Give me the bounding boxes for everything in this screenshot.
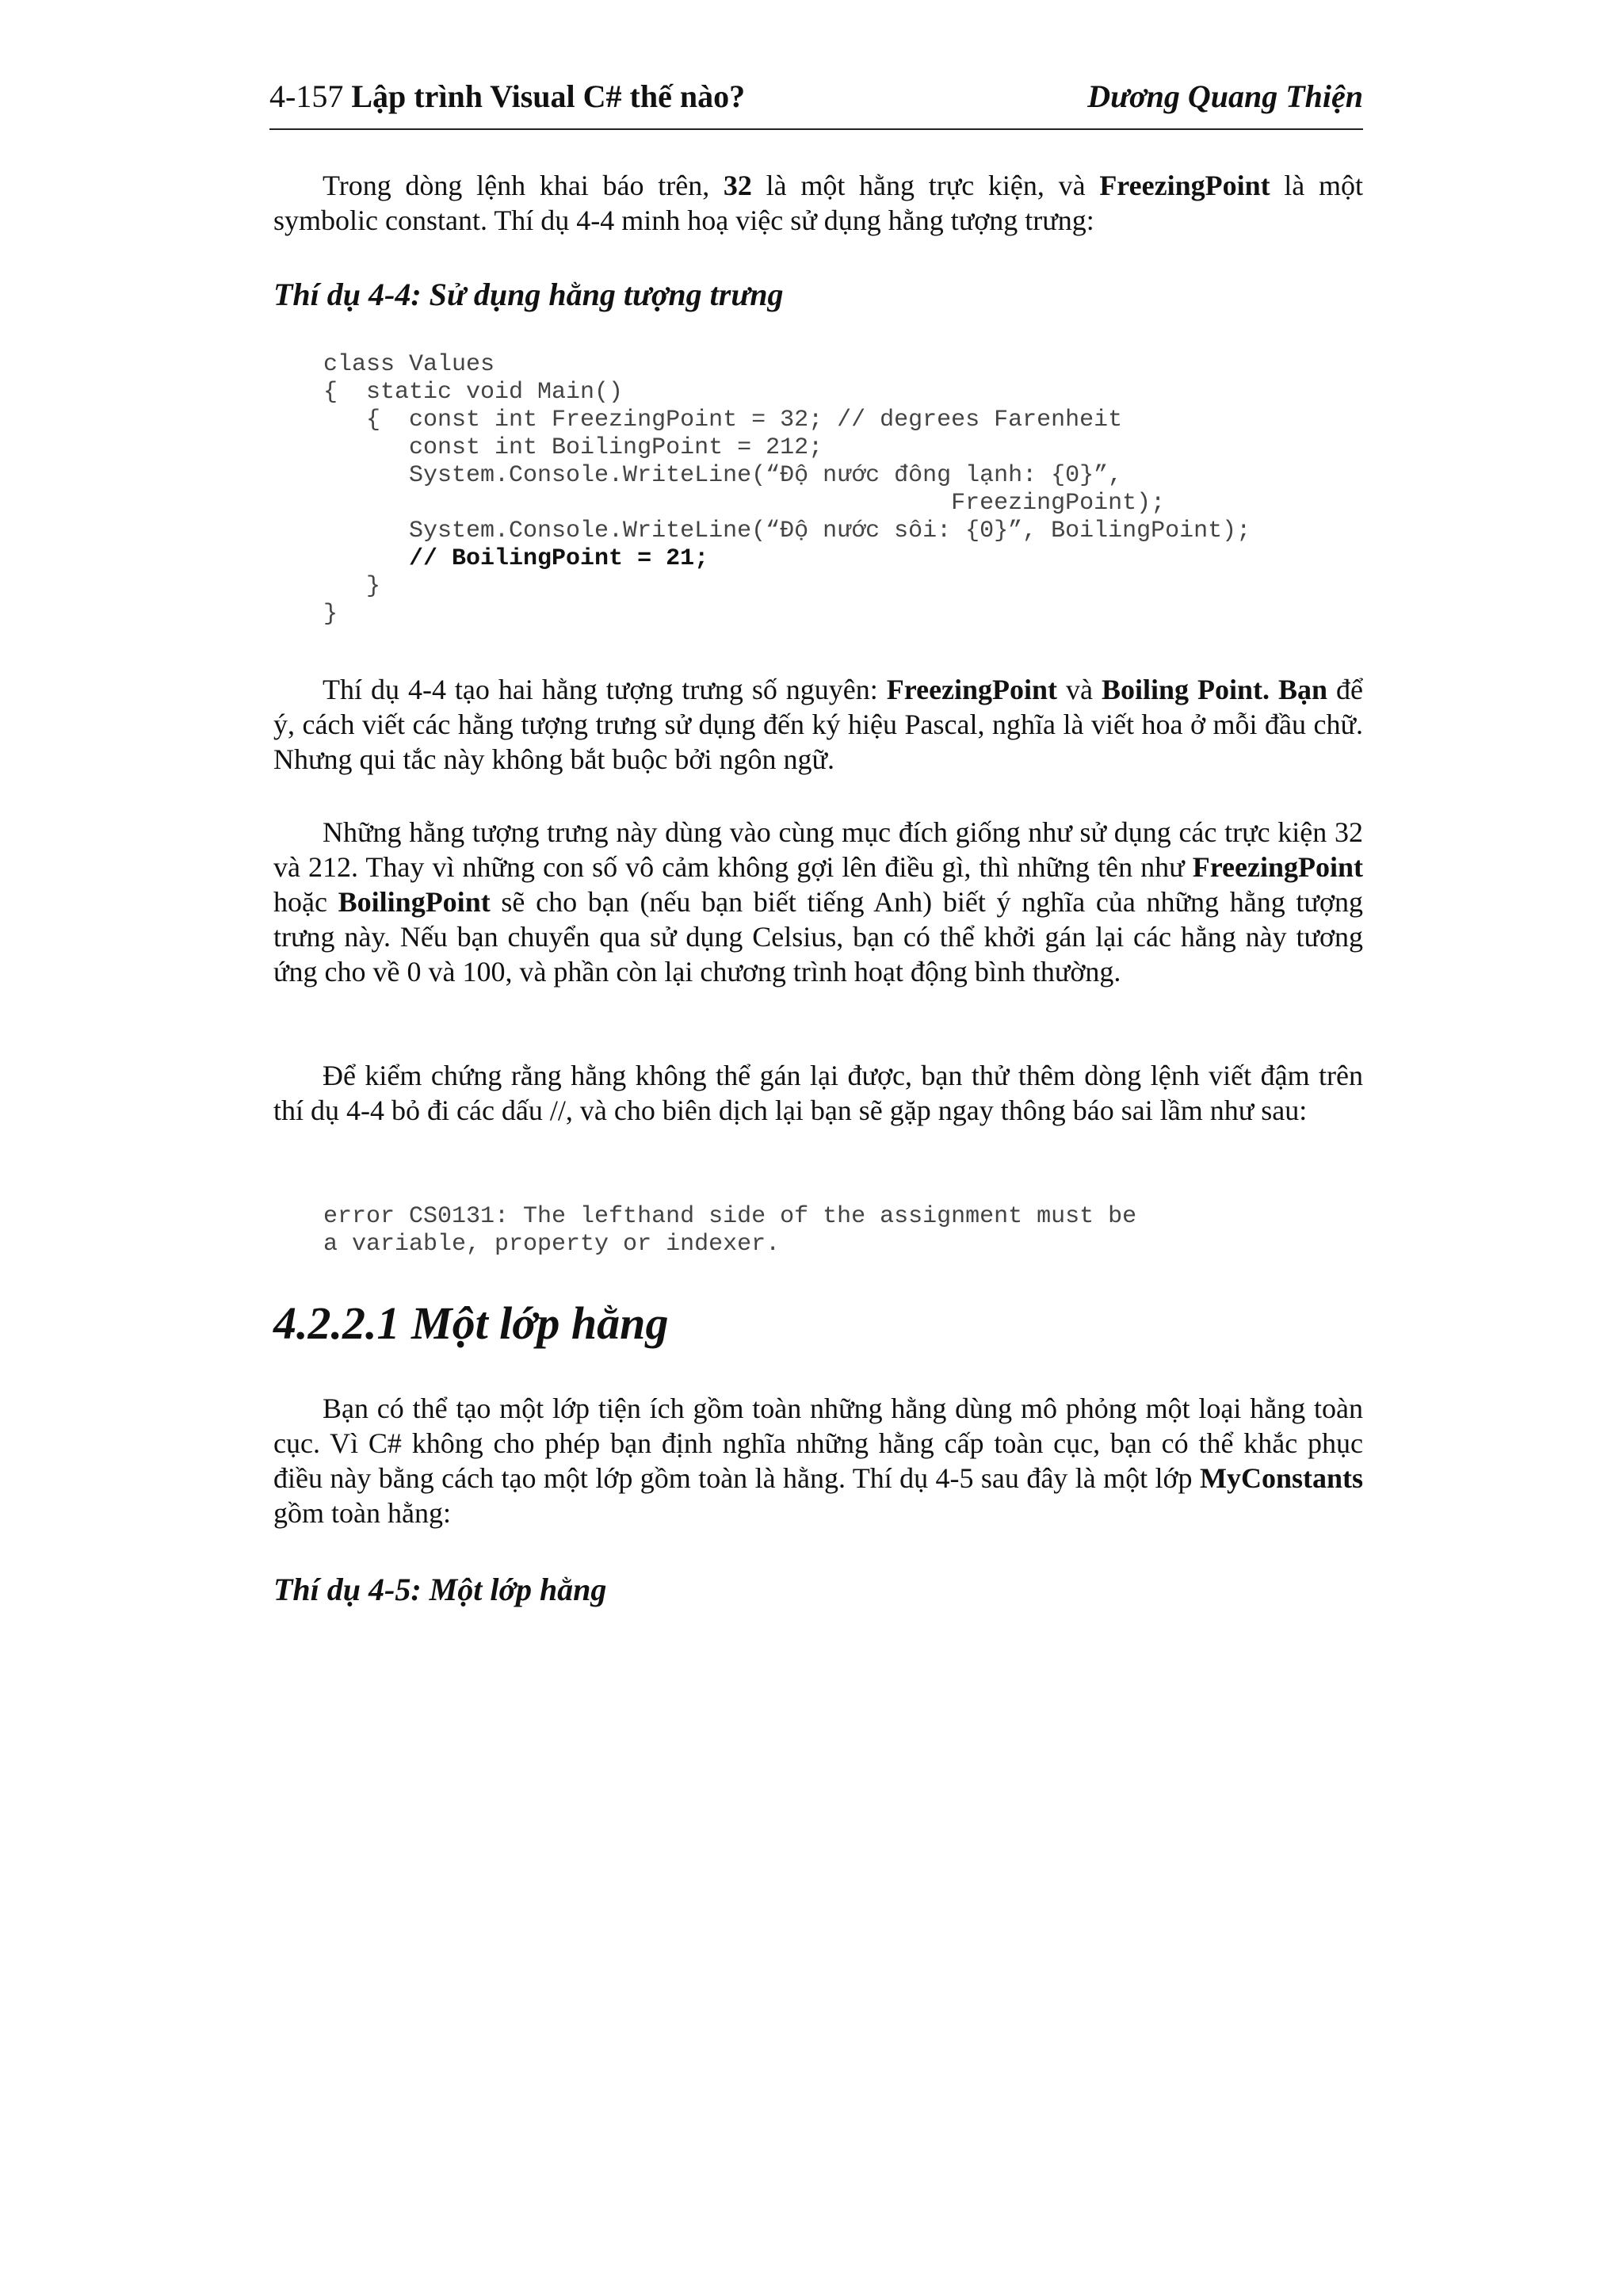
bold-run: FreezingPoint [1099, 170, 1270, 201]
code-line: } [323, 573, 381, 600]
code-line: const int BoilingPoint = 212; [323, 434, 823, 461]
page-header [269, 73, 1363, 130]
paragraph-5 [273, 1391, 1363, 1530]
paragraph-3 [273, 815, 1363, 989]
bold-run: MyConstants [1199, 1462, 1363, 1494]
code-line: { static void Main() [323, 379, 624, 406]
bold-run: FreezingPoint [886, 674, 1058, 705]
text-run: Thí dụ 4-4 tạo hai hằng tượng trưng số nguyên: [323, 674, 887, 705]
header-left [269, 78, 745, 115]
bold-run: Boiling Point. Bạn [1102, 674, 1328, 705]
text-run: để ý, cách viết các hằng tượng trưng sử dụng đến ký hiệu Pascal, nghĩa là viết hoa ở mỗi đầu chữ. Nhưng qui tắc này không bắt buộc bởi ngôn ngữ. [273, 674, 1364, 775]
code-line: a variable, property or indexer. [323, 1231, 781, 1258]
code-block-error [323, 1203, 1136, 1259]
code-line-bold: // BoilingPoint = 21; [323, 545, 709, 572]
paragraph-1 [273, 168, 1363, 238]
text-run: là một hằng trực kiện, và [751, 170, 1100, 201]
text-run: Bạn có thể tạo một lớp tiện ích gồm toàn những hằng dùng mô phỏng một loại hằng toàn cục. Vì C# không cho phép bạn định nghĩa những hằng cấp toàn cục, bạn có thể khắc phục điều này bằng cách tạo một lớp gồm toàn là hằng. Thí dụ 4-5 sau đây là một lớp [273, 1392, 1363, 1494]
code-line: System.Console.WriteLine(“Độ nước sôi: {0}”, BoilingPoint); [323, 518, 1251, 544]
code-line: System.Console.WriteLine(“Độ nước đông lạnh: {0}”, [323, 462, 1123, 489]
paragraph-2 [273, 672, 1363, 777]
text-run: Những hằng tượng trưng này dùng vào cùng mục đích giống như sử dụng các trực kiện 32 và 212. Thay vì những con số vô cảm không gợi lên điều gì, thì những tên như [273, 816, 1363, 883]
text-run: hoặc [273, 886, 338, 918]
text-run: sẽ cho bạn (nếu bạn biết tiếng Anh) biết ý nghĩa của những hằng tượng trưng này. Nếu bạn chuyển qua sử dụng Celsius, bạn có thể khởi gán lại các hằng này tương ứng cho về 0 và 100, và phần còn lại chương trình hoạt động bình thường. [273, 886, 1363, 988]
page-number: 4-157 [269, 78, 344, 114]
bold-run: 32 [723, 170, 752, 201]
code-line: } [323, 601, 338, 628]
text-run: Trong dòng lệnh khai báo trên, [323, 170, 724, 201]
text-run: và [1057, 674, 1102, 705]
paragraph-4 [273, 1058, 1363, 1128]
section-heading: 4.2.2.1 Một lớp hằng [273, 1297, 669, 1349]
code-line: error CS0131: The lefthand side of the assignment must be [323, 1203, 1137, 1230]
code-line: class Values [323, 351, 495, 378]
bold-run: BoilingPoint [338, 886, 491, 918]
bold-run: FreezingPoint [1192, 851, 1363, 883]
text-run: gồm toàn hằng: [273, 1497, 451, 1529]
text-run: Để kiểm chứng rằng hằng không thể gán lại được, bạn thử thêm dòng lệnh viết đậm trên thí dụ 4-4 bỏ đi các dấu //, và cho biên dịch lại bạn sẽ gặp ngay thông báo sai lầm như sau: [273, 1060, 1363, 1126]
code-line: FreezingPoint); [323, 490, 1166, 517]
example-caption-4-5: Thí dụ 4-5: Một lớp hằng [273, 1572, 607, 1607]
author-name: Dương Quang Thiện [1087, 78, 1363, 114]
book-title: Lập trình Visual C# thế nào? [351, 78, 746, 114]
example-caption-4-4: Thí dụ 4-4: Sử dụng hằng tượng trưng [273, 277, 784, 312]
code-block-example-4-4 [323, 351, 1251, 628]
text-run: là một symbolic constant. Thí dụ 4-4 minh hoạ việc sử dụng hằng tượng trưng: [273, 170, 1364, 236]
code-line: { const int FreezingPoint = 32; // degrees Farenheit [323, 407, 1123, 434]
